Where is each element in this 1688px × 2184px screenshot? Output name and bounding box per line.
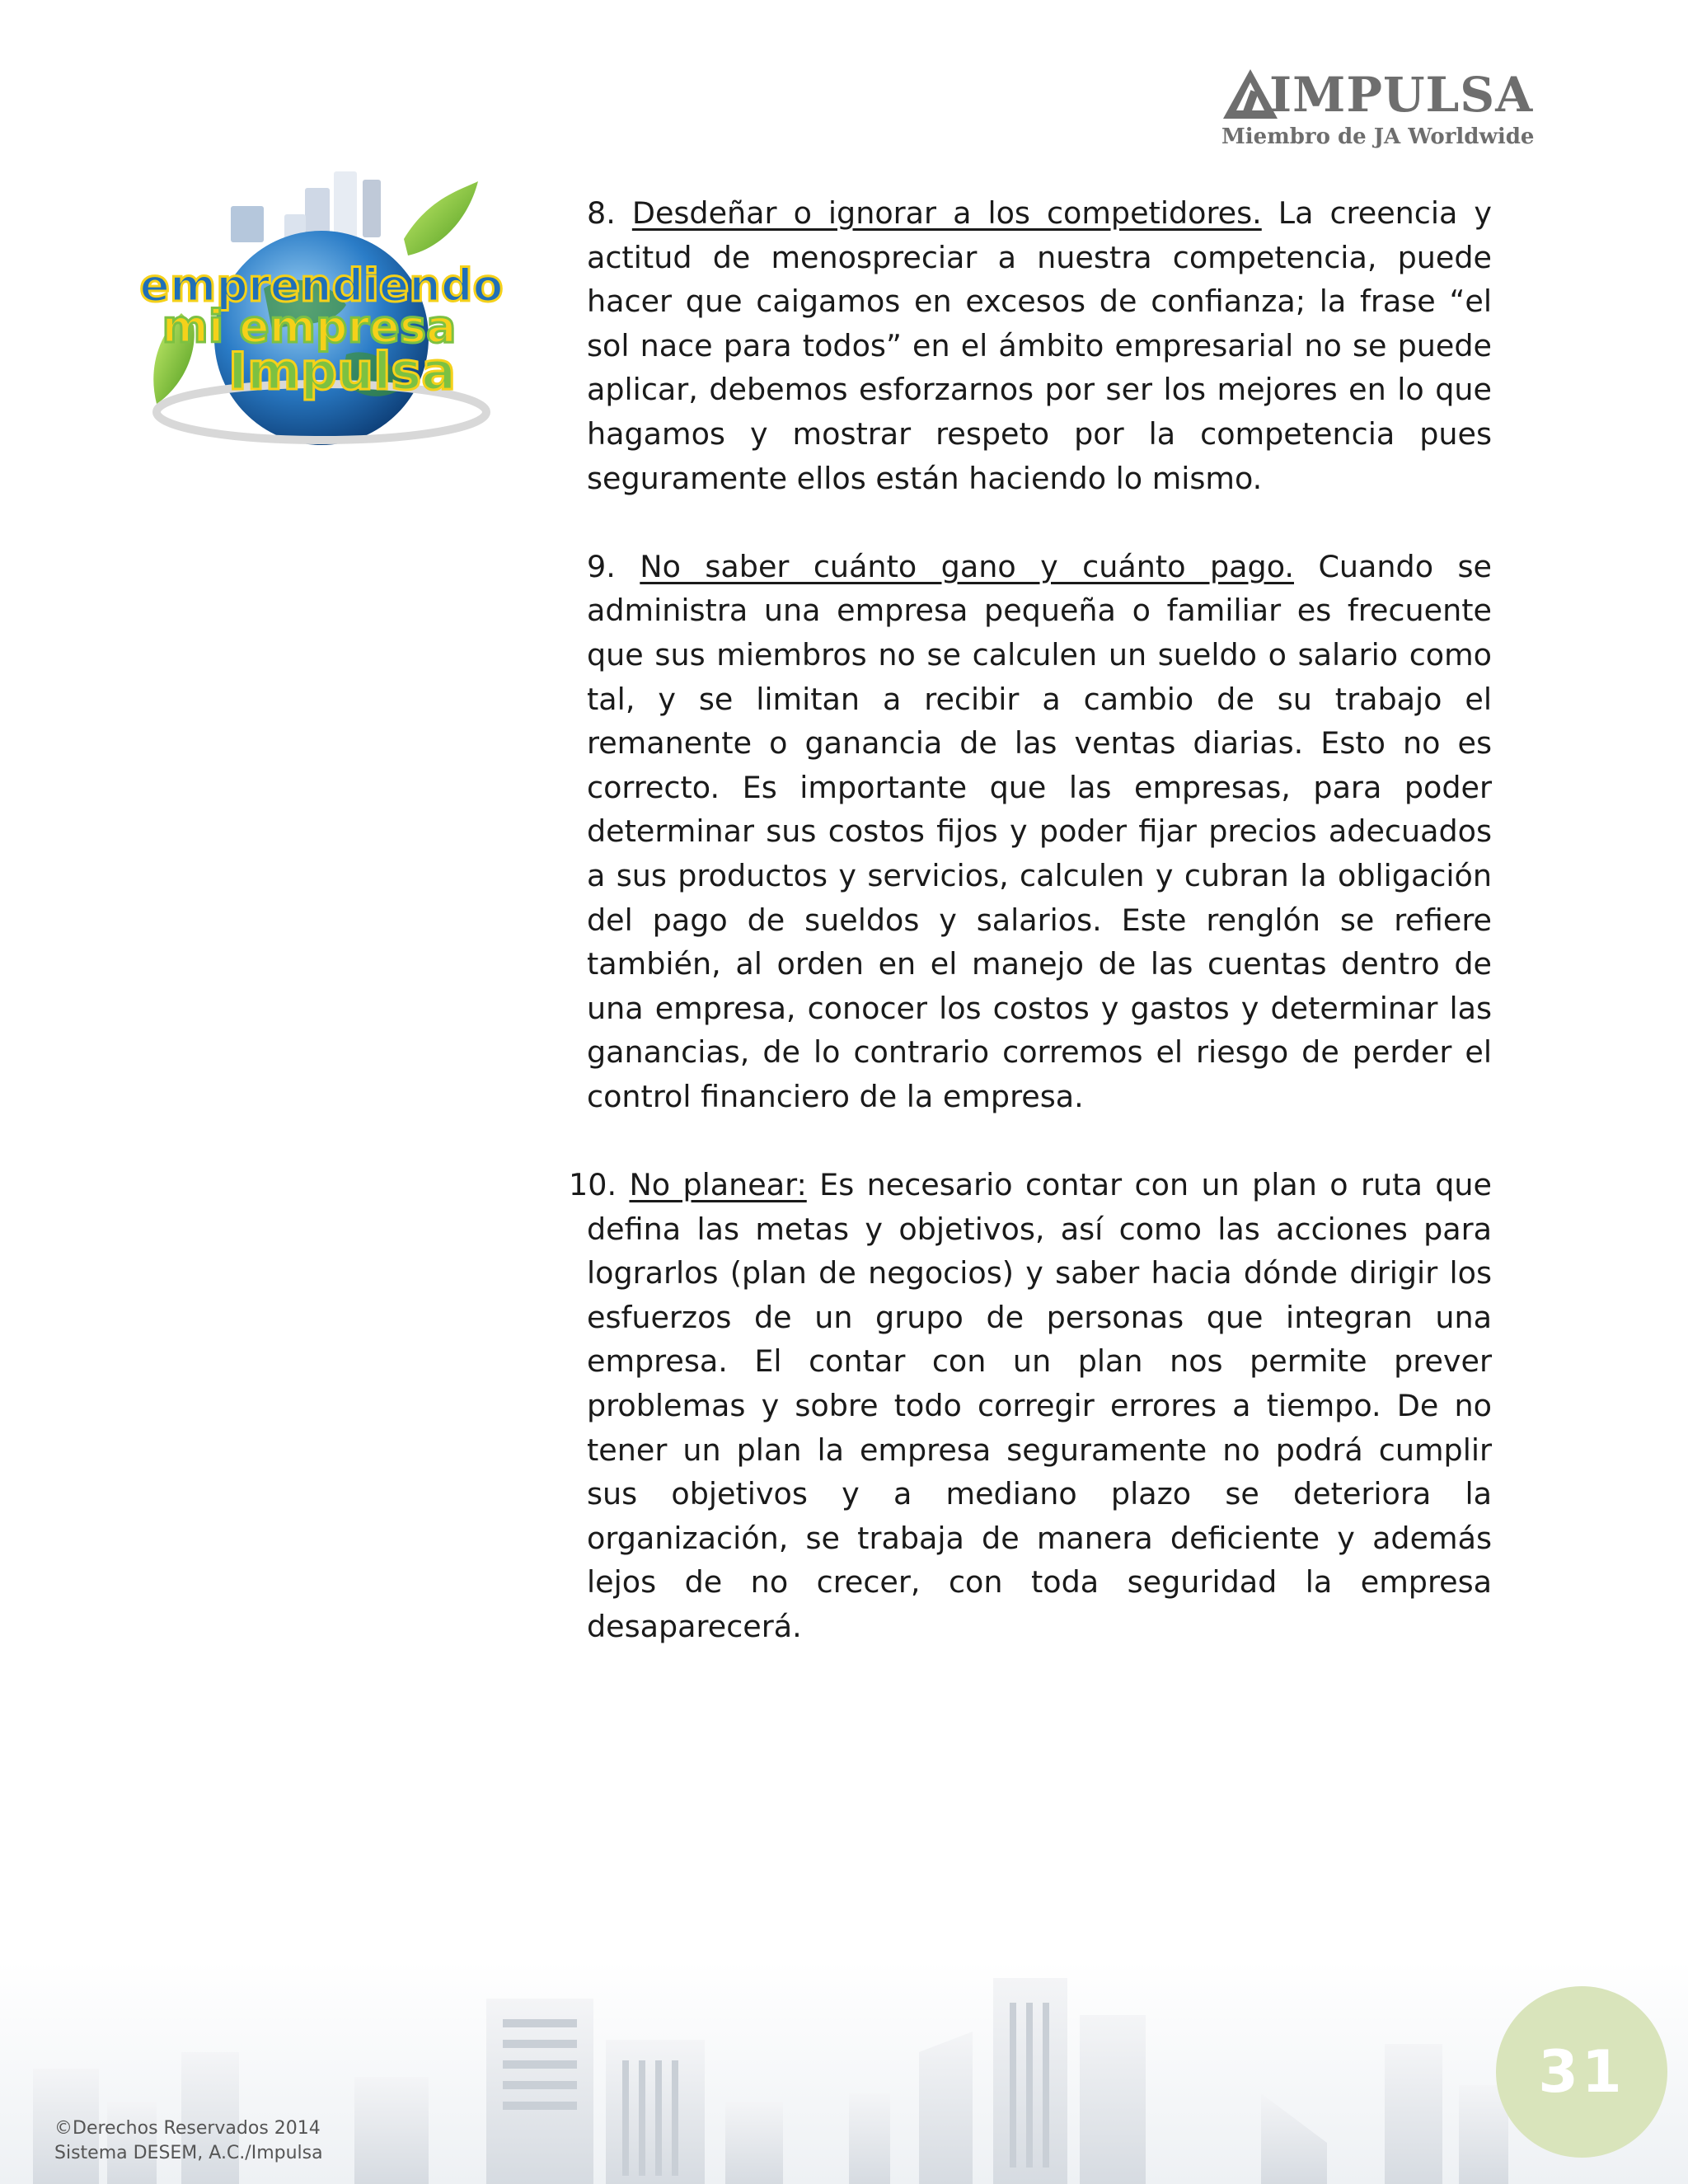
- logo-line1: emprendiendo: [139, 260, 504, 312]
- emprendiendo-logo: [132, 165, 511, 462]
- body-content: [569, 191, 1492, 1649]
- logo-line3: Impulsa: [227, 341, 457, 401]
- brand-tagline: Miembro de JA Worldwide: [1221, 124, 1535, 149]
- impulsa-brand: [1221, 66, 1535, 157]
- list-item-text: [569, 1163, 1492, 1649]
- item-body: Cuando se administra una empresa pequeña o familiar es frecuente que sus miembros no se calculen un sueldo o salario como tal, y se limitan a recibir a cambio de su trabajo el remanente o ganancia de las ventas diarias. Esto no es correcto. Es importante que las empresas, para poder determinar sus costos fijos y poder fijar precios adecuados a sus productos y servicios, calculen y cubran la obligación del pago de sueldos y salarios. Este renglón se refiere también, al orden en el manejo de las cuentas dentro de una empresa, conocer los costos y gastos y determinar las ganancias, de lo contrario corremos el riesgo de perder el control financiero de la empresa.: [587, 548, 1492, 1114]
- copyright-notice: [54, 2116, 323, 2166]
- copyright-line-1: ©Derechos Reservados 2014: [54, 2118, 321, 2139]
- list-item-9: [569, 545, 1492, 1119]
- brand-name: IMPULSA: [1269, 67, 1534, 123]
- item-title: Desdeñar o ignorar a los competidores.: [631, 195, 1262, 231]
- item-number: 9.: [587, 548, 616, 584]
- item-number: 8.: [587, 195, 616, 231]
- copyright-line-2: Sistema DESEM, A.C./Impulsa: [54, 2143, 323, 2163]
- logo-line2: mi empresa: [162, 301, 457, 353]
- item-title: No saber cuánto gano y cuánto pago.: [640, 548, 1294, 584]
- item-body: Es necesario contar con un plan o ruta que defina las metas y objetivos, así como las acciones para lograrlos (plan de negocios) y saber hacia dónde dirigir los esfuerzos de un grupo de personas que integran una empresa. El contar con un plan nos permite prever problemas y sobre todo corregir errores a tiempo. De no tener un plan la empresa seguramente no podrá cumplir sus objetivos y a mediano plazo se deteriora la organización, se trabaja de manera deficiente y además lejos de no crecer, con toda seguridad la empresa desaparecerá.: [587, 1167, 1492, 1644]
- page-number: 31: [1538, 2038, 1625, 2106]
- list-item-8: [569, 191, 1492, 500]
- list-item-10: [569, 1163, 1492, 1649]
- list-item-text: [587, 545, 1492, 1119]
- item-title: No planear:: [629, 1167, 807, 1203]
- item-body: La creencia y actitud de menospreciar a nuestra competencia, puede hacer que caigamos en excesos de confianza; la frase “el sol nace para todos” en el ámbito empresarial no se puede aplicar, debemos esforzarnos por ser los mejores en lo que hagamos y mostrar respeto por la competencia pues seguramente ellos están haciendo lo mismo.: [587, 195, 1492, 496]
- page-number-badge: [1496, 1986, 1667, 2158]
- item-number: 10.: [569, 1167, 617, 1203]
- list-item-text: [587, 191, 1492, 500]
